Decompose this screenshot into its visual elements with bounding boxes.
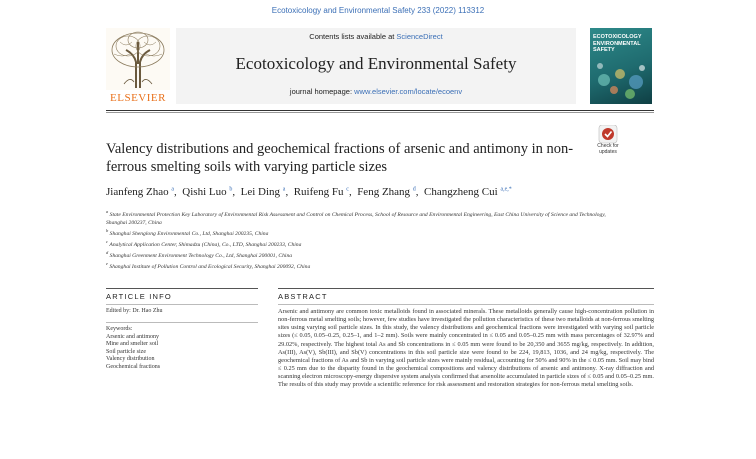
article-info-rule <box>106 288 258 289</box>
homepage-line <box>176 87 576 96</box>
affiliation-marker: b <box>106 228 109 234</box>
keywords-block <box>106 326 256 372</box>
journal-title: Ecotoxicology and Environmental Safety <box>235 54 517 73</box>
cover-title: ECOTOXICOLOGY ENVIRONMENTAL SAFETY <box>593 34 642 53</box>
abstract-heading: ABSTRACT <box>278 292 328 301</box>
keyword[interactable]: Valency distribution <box>106 356 155 363</box>
affiliation-marker: c <box>106 239 108 245</box>
affiliation-marker: a <box>106 209 109 214</box>
header-divider-thin <box>106 112 654 113</box>
contents-prefix: Contents lists available at <box>309 32 397 41</box>
affiliation-item <box>106 260 606 271</box>
keyword[interactable]: Mine and smelter soil <box>106 341 159 348</box>
tree-icon <box>106 28 170 90</box>
affiliation-marker: e <box>106 261 108 267</box>
article-info-heading: ARTICLE INFO <box>106 292 172 301</box>
affiliation-item <box>106 249 606 260</box>
keywords-divider <box>106 322 258 323</box>
article-title: Valency distributions and geochemical fractions of arsenic and antimony in non-ferrous smelting soils with varying particle sizes <box>106 141 574 175</box>
affiliation-text: Shanghai Shenglong Environmental Co., Ltd, Shanghai 200235, China <box>109 231 269 238</box>
keyword[interactable]: Arsenic and antimony <box>106 333 159 340</box>
affiliation-text: Shanghai Greenment Environment Technology Co., Ltd, Shanghai 200001, China <box>109 253 293 260</box>
affiliation-text: Analytical Application Center, Shimadzu (China), Co., LTD, Shanghai 200233, China <box>109 242 302 249</box>
author-name[interactable]: Jianfeng Zhao <box>106 186 169 198</box>
journal-header <box>106 28 654 106</box>
author-list: Jianfeng Zhao $^a$, Qishi Luo $^b$, Lei Ding $^a$, Ruifeng Fu $^c$, Feng Zhang $^d$, Changzheng Cui $^{a,e,*}$ <box>106 186 512 198</box>
edited-by: Edited by: Dr. Hao Zhu <box>106 308 163 314</box>
author-affiliation-marker[interactable]: d <box>412 186 416 193</box>
check-updates-icon <box>595 125 621 145</box>
affiliation-text: State Environmental Protection Key Laboratory of Environmental Risk Assessment and Control on Chemical Process, School of Resource and Environmental Engineering, East China University of Science and Technology, Shanghai 200237, China <box>106 211 606 227</box>
affiliation-list <box>106 208 606 272</box>
author-name[interactable]: Changzheng Cui <box>424 186 498 198</box>
keywords-label: Keywords: <box>106 326 133 332</box>
elsevier-tree-logo[interactable] <box>106 28 170 104</box>
affiliation-item <box>106 238 606 249</box>
author-affiliation-marker[interactable]: c <box>346 186 349 193</box>
author-name[interactable]: Feng Zhang <box>357 186 411 198</box>
publisher-name: ELSEVIER <box>110 92 166 104</box>
homepage-prefix: journal homepage: <box>289 87 355 96</box>
cover-art-icon <box>590 28 652 104</box>
author-affiliation-marker[interactable]: b <box>229 186 233 193</box>
journal-cover[interactable] <box>590 28 652 104</box>
sciencedirect-link[interactable]: ScienceDirect <box>396 32 443 41</box>
abstract-rule <box>278 288 654 289</box>
abstract-rule-bottom <box>278 304 654 305</box>
affiliation-text: Shanghai Institute of Pollution Control and Ecological Security, Shanghai 200092, China <box>109 264 311 271</box>
journal-citation[interactable]: Ecotoxicology and Environmental Safety 233 (2022) 113312 <box>271 6 485 15</box>
affiliation-marker: d <box>106 250 109 256</box>
author-affiliation-marker[interactable]: a <box>171 186 175 193</box>
affiliation-item <box>106 227 606 238</box>
check-updates-label[interactable]: Check for updates <box>597 143 619 155</box>
author-name[interactable]: Ruifeng Fu <box>293 186 344 198</box>
author-name[interactable]: Lei Ding <box>240 186 281 198</box>
homepage-link[interactable]: www.elsevier.com/locate/ecoenv <box>354 87 463 96</box>
keyword[interactable]: Geochemical fractions <box>106 363 161 370</box>
article-info-rule-bottom <box>106 304 258 305</box>
abstract-text: Arsenic and antimony are common toxic metalloids found in associated minerals. These metalloids generally cause high-concentration pollution in non-ferrous metal smelting soils; however, few studies have investigated the pollution characteristics of these two metalloids at non-ferrous smelting sites using varying soil particle sizes. In this study, the valency distributions and geochemical fractions were investigated with varying soil particle sizes (≤ 0.05, 0.05–0.25, 0.25–1, and 1–2 mm). Soils were mainly concentrated in ≤ 0.05 and 0.05–0.25 mm with mass percentages of 32.97% and 29.02%, respectively. The highest total As and Sb concentrations in ≤ 0.05 mm were found to be 20,350 and 3655 mg/kg, respectively. In addition, As(III), As(V), Sb(III), and Sb(V) concentrations in this soil particle size were found to be 224, 19,813, 1036, and 24 mg/kg, respectively. The geochemical fractions of As and Sb in varying soil particle sizes were mainly residual, accounting for 50% and 90% in the ≤ 0.05 mm. Soil may bind ≤ 0.25 mm due to the disparity found in the geochemical compositions and valency distributions of arsenic and antimony. X-ray diffraction and scanning electron microscopy-energy dispersive system analysis confirmed that arsenolite accumulated in particle sizes of ≤ 0.05 and 0.05–0.25 mm. The results of this study may provide a scientific reference for risk assessment and restoration strategies for non-ferrous metal smelting soils. <box>278 308 654 389</box>
author-name[interactable]: Qishi Luo <box>182 186 227 198</box>
affiliation-item <box>106 208 606 227</box>
keyword[interactable]: Soil particle size <box>106 348 146 355</box>
journal-info-box <box>176 28 576 104</box>
author-affiliation-marker[interactable]: a,e,* <box>500 186 512 193</box>
contents-line <box>176 32 576 41</box>
header-divider <box>106 110 654 111</box>
author-affiliation-marker[interactable]: a <box>282 186 286 193</box>
